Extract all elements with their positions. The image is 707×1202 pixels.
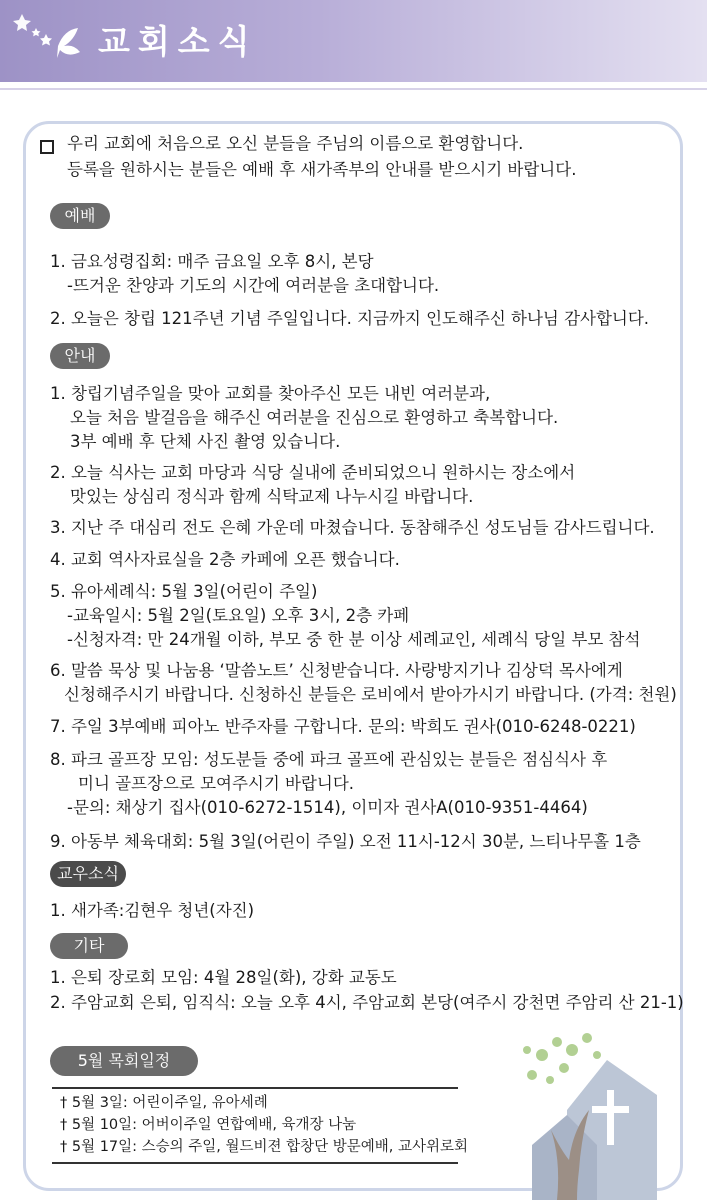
notice-line: -문의: 채상기 집사(010-6272-1514), 이미자 권사A(010-9351-4464) bbox=[67, 798, 588, 817]
notice-line: -신청자격: 만 24개월 이하, 부모 중 한 분 이상 세례교인, 세례식 당일 부모 참석 bbox=[67, 630, 641, 649]
worship-line: 2. 오늘은 창립 121주년 기념 주일입니다. 지금까지 인도해주신 하나님 감사합니다. bbox=[50, 309, 650, 328]
notice-line: 신청해주시기 바랍니다. 신청하신 분들은 로비에서 받아가시기 바랍니다. (가격: 천원) bbox=[64, 685, 677, 704]
schedule-item: † 5월 10일: 어버이주일 연합예배, 육개장 나눔 bbox=[60, 1117, 357, 1133]
notice-line: 맛있는 상심리 정식과 함께 식탁교제 나누시길 바랍니다. bbox=[70, 487, 474, 506]
section-badge-notice: 안내 bbox=[50, 343, 110, 369]
church-tree-icon bbox=[512, 1020, 687, 1200]
intro-line-1: 우리 교회에 처음으로 오신 분들을 주님의 이름으로 환영합니다. bbox=[67, 134, 524, 153]
section-badge-members: 교우소식 bbox=[50, 861, 126, 887]
notice-line: 1. 창립기념주일을 맞아 교회를 찾아주신 모든 내빈 여러분과, bbox=[50, 384, 491, 403]
butterfly-icon bbox=[8, 4, 98, 74]
notice-line: 3. 지난 주 대심리 전도 은혜 가운데 마쳤습니다. 동참해주신 성도님들 감사드립니다. bbox=[50, 518, 655, 537]
worship-line: -뜨거운 찬양과 기도의 시간에 여러분을 초대합니다. bbox=[67, 276, 440, 295]
schedule-rule-bottom bbox=[52, 1162, 458, 1164]
members-line: 1. 새가족:김현우 청년(자진) bbox=[50, 901, 255, 920]
notice-line: 미니 골프장으로 모여주시기 바랍니다. bbox=[78, 774, 355, 793]
notice-line: 7. 주일 3부예배 피아노 반주자를 구합니다. 문의: 박희도 권사(010-6248-0221) bbox=[50, 717, 636, 736]
section-badge-worship: 예배 bbox=[50, 203, 110, 229]
schedule-item: † 5월 3일: 어린이주일, 유아세례 bbox=[60, 1095, 268, 1111]
notice-line: 4. 교회 역사자료실을 2층 카페에 오픈 했습니다. bbox=[50, 550, 400, 569]
checkbox-icon bbox=[40, 140, 54, 154]
notice-line: 9. 아동부 체육대회: 5월 3일(어린이 주일) 오전 11시-12시 30분, 느티나무홀 1층 bbox=[50, 832, 641, 851]
notice-line: 8. 파크 골프장 모임: 성도분들 중에 파크 골프에 관심있는 분들은 점심식사 후 bbox=[50, 750, 608, 769]
notice-line: 6. 말씀 묵상 및 나눔용 ‘말씀노트’ 신청받습니다. 사랑방지기나 김상덕 목사에게 bbox=[50, 661, 623, 680]
notice-line: -교육일시: 5월 2일(토요일) 오후 3시, 2층 카페 bbox=[67, 606, 410, 625]
section-badge-other: 기타 bbox=[50, 933, 128, 959]
notice-line: 오늘 처음 발걸음을 해주신 여러분을 진심으로 환영하고 축복합니다. bbox=[70, 408, 559, 427]
notice-line: 5. 유아세례식: 5월 3일(어린이 주일) bbox=[50, 582, 318, 601]
notice-line: 3부 예배 후 단체 사진 촬영 있습니다. bbox=[70, 432, 341, 451]
worship-line: 1. 금요성령집회: 매주 금요일 오후 8시, 본당 bbox=[50, 252, 374, 271]
header-divider bbox=[0, 88, 707, 90]
other-line: 2. 주암교회 은퇴, 임직식: 오늘 오후 4시, 주암교회 본당(여주시 강천면 주암리 산 21-1) bbox=[50, 993, 684, 1012]
section-badge-schedule: 5월 목회일정 bbox=[50, 1046, 198, 1076]
other-line: 1. 은퇴 장로회 모임: 4월 28일(화), 강화 교동도 bbox=[50, 968, 397, 987]
schedule-item: † 5월 17일: 스승의 주일, 월드비젼 합창단 방문예배, 교사위로회 bbox=[60, 1139, 469, 1155]
notice-line: 2. 오늘 식사는 교회 마당과 식당 실내에 준비되었으니 원하시는 장소에서 bbox=[50, 463, 576, 482]
schedule-rule-top bbox=[52, 1087, 458, 1089]
intro-line-2: 등록을 원하시는 분들은 예배 후 새가족부의 안내를 받으시기 바랍니다. bbox=[67, 160, 577, 179]
page-title: 교회소식 bbox=[98, 22, 258, 61]
